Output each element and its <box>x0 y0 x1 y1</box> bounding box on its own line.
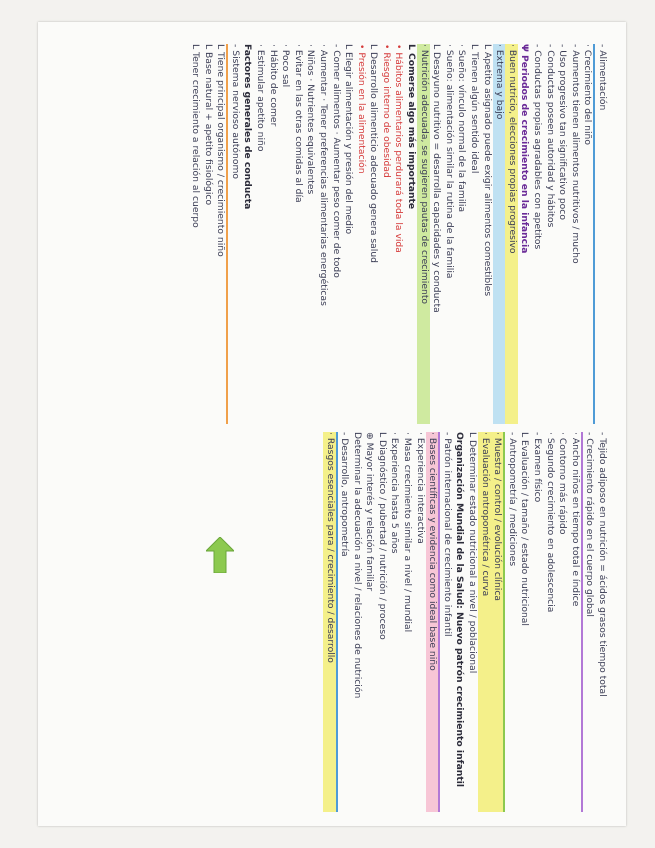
notebook-page <box>38 22 626 826</box>
note-line: · Experiencia hasta 5 años <box>389 432 401 554</box>
note-line: · Extrema y bajo <box>493 44 506 424</box>
note-line: - Comer alimentos · Aumentar peso comer de todo <box>330 44 342 278</box>
note-line: · Experiencia interactiva <box>414 432 426 544</box>
notes-right-column <box>323 432 608 812</box>
note-line: · Evitar en las otras comidas al día <box>292 44 304 203</box>
note-line: · Masa crecimiento similar a nivel / mundial <box>402 432 414 633</box>
note-line: L Apetito asignado puede exigir alimentos comestibles <box>481 44 493 297</box>
note-line: ⊕ Mayor interés y relación familiar <box>364 432 376 592</box>
note-line: - Crecimiento rápido en el cuerpo global <box>581 432 596 812</box>
note-line: · Crecimiento del niño <box>582 44 594 145</box>
note-line: • Riesgo interno de obesidad <box>380 44 392 178</box>
note-line: Factores generales de conducta <box>242 44 254 210</box>
note-line: - Conductas poseen autoridad y hábitos <box>544 44 556 228</box>
note-line: · Poco sal <box>280 44 292 88</box>
note-line: · Sueño: alimentación similar la rutina de la familia <box>443 44 455 279</box>
note-line: L Desarrollo alimenticio adecuado genera salud <box>368 44 380 264</box>
note-line: L Desayuno nutritivo = desarrolla capacidades y conducta <box>431 44 443 313</box>
note-line: - Conductas propias agradables con apetitos <box>532 44 544 250</box>
note-line: · Niños · Nutrientes equivalentes <box>305 44 317 195</box>
rotated-notes <box>38 22 626 826</box>
note-line: - Desarrollo, antropometría <box>336 432 351 812</box>
note-line: · Sueño: vínculo normal de la familia <box>456 44 468 213</box>
note-line: - Aumentos tienen alimentos nutritivos / mucho <box>569 44 581 264</box>
note-line: · Muestra / control / evolución clínica <box>491 432 504 812</box>
note-line: L Evaluación / tamaño / estado nutricional <box>519 432 531 626</box>
note-line: L Elegir alimentación y presión del medio <box>343 44 355 235</box>
note-line: - Alimentación <box>593 44 608 424</box>
note-line: - Examen físico <box>532 432 544 503</box>
note-line: - Tejido adiposo en nutrición = ácidos grasos tiempo total <box>597 432 608 697</box>
note-line: • Hábitos alimentarios perdurará toda la vida <box>393 44 405 253</box>
note-line: • Presión en la alimentación <box>355 44 367 174</box>
note-line: L Tener crecimiento a relación al cuerpo <box>190 44 201 228</box>
note-line: · Buen nutricio, elecciones propias progresivo <box>505 44 518 424</box>
note-line: · Evaluación antropométrica / curva <box>478 432 491 812</box>
note-line: L Base natural + apetito fisiológico <box>202 44 214 206</box>
note-line: · Hábito de comer <box>267 44 279 127</box>
note-line: - Uso progresivo tan significativo poco <box>557 44 569 220</box>
note-line: · Rasgos esenciales para / crecimiento / desarrollo <box>323 432 336 812</box>
note-line: · Aumentar · Tener preferencias alimentarias energéticas <box>317 44 329 306</box>
note-line: - Patrón internacional de crecimiento infantil <box>438 432 453 812</box>
note-line: L Tiene principal organismo / crecimiento niño <box>215 44 227 257</box>
note-line: Organización Mundial de la Salud: Nuevo patrón crecimiento infantil <box>454 432 466 788</box>
note-line: L Tienen algún sentido ideal <box>469 44 481 174</box>
note-line: · Segundo crecimiento en adolescencia <box>544 432 556 613</box>
note-line: Ψ Periodos de crecimiento en la infancia <box>519 44 531 254</box>
note-line: · Nutrición adecuada, se sugieren pautas de crecimiento <box>417 44 430 424</box>
notes-left-column <box>188 44 608 424</box>
note-line: L Diagnóstico / pubertad / nutrición / proceso <box>376 432 388 640</box>
note-line: - Antropometría / mediciones <box>503 432 518 812</box>
note-line: · Contorno más rápido <box>557 432 569 535</box>
note-line: · Estimular apetito niño <box>254 44 266 152</box>
note-line: · Bases científicas y evidencia como ideal base niño <box>426 432 439 812</box>
note-line: Determinar la adecuación a nivel / relaciones de nutrición <box>351 432 363 699</box>
note-line: · Ancho niños en tiempo total e índice <box>569 432 581 607</box>
note-line: L Comerse algo más importante <box>406 44 418 210</box>
note-line: L Determinar estado nutricional a nivel / poblacional <box>467 432 479 674</box>
note-line: - Sistema nervioso autónomo <box>226 44 241 424</box>
